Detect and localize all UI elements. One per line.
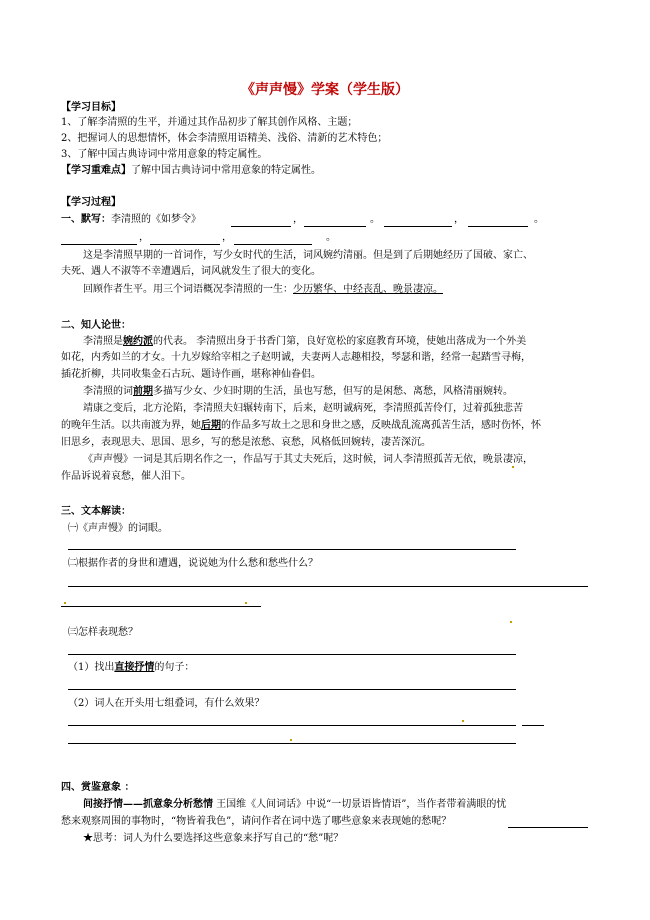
answer-line[interactable] [68, 689, 516, 690]
goal-item-1: 1、了解李清照的生平，并通过其作品初步了解其创作风格、主题； [61, 117, 358, 128]
answer-line[interactable] [68, 743, 516, 744]
s1-paragraph-1: 这是李清照早期的一首词作，写少女时代的生活，词风婉约清丽。但是到了后期她经历了国破、家亡、 [83, 250, 533, 261]
speck [512, 466, 514, 468]
key-points [61, 164, 321, 178]
answer-line[interactable] [68, 586, 588, 587]
goal-item-2: 2、把握词人的思想情怀，体会李清照用语精美、浅俗、清新的艺术特色； [61, 133, 388, 144]
late-period: 后期 [201, 420, 221, 431]
key-points-heading: 【学习重难点】 [61, 165, 131, 176]
s4-heading: 四、赏鉴意象 ： [61, 782, 135, 793]
s1-life-prompt: 回顾作者生平。用三个词语概况李清照的一生： [83, 284, 293, 295]
s2-line-9: 作品诉说着哀愁，催人泪下。 [61, 471, 191, 482]
answer-line[interactable] [68, 725, 516, 726]
s2-text: 李清照的词 [83, 386, 133, 397]
goal-item-3: 3、了解中国古典诗词中常用意象的特定属性。 [61, 149, 268, 160]
q-text: （1）找出 [68, 662, 115, 673]
answer-line[interactable] [61, 606, 261, 607]
s2-line-5: 靖康之变后，北方沦陷，李清照夫妇辗转南下，后来，赵明诚病死，李清照孤苦伶仃，过着孤独悲苦 [83, 403, 523, 414]
comma: ， [293, 214, 303, 225]
process-heading: 【学习过程】 [61, 197, 121, 208]
speck [64, 602, 66, 604]
answer-line[interactable] [68, 549, 516, 550]
question-2: ㈡根据作者的身世和遭遇，说说她为什么愁和愁些什么？ [68, 558, 318, 569]
s4-text: 王国维《人间词话》中说“一切景语皆情语”，当作者带着满眼的忧 [213, 799, 507, 810]
s2-line-4 [83, 385, 513, 399]
question-3: ㈢怎样表现愁？ [68, 627, 138, 638]
s1-paragraph-2 [83, 283, 443, 297]
period: 。 [370, 214, 380, 225]
period: 。 [534, 214, 544, 225]
s2-line-3: 插花折柳，共同收集金石古玩、题诗作画，堪称神仙眷侣。 [61, 369, 321, 380]
blank-line[interactable] [468, 226, 528, 227]
period: 。 [326, 232, 336, 243]
blank-line[interactable] [150, 244, 220, 245]
s1-line [61, 213, 201, 227]
goals-heading: 【学习目标】 [61, 102, 121, 113]
blank-line[interactable] [231, 226, 291, 227]
s2-text: 的作品多写故土之思和身世之感，反映战乱流离孤苦生活，感时伤怀，怀 [221, 420, 541, 431]
s4-line-1 [83, 798, 506, 812]
direct-lyric: 直接抒情 [114, 662, 155, 673]
blank-line[interactable] [384, 226, 452, 227]
question-3-1 [68, 661, 194, 675]
blank-line[interactable] [61, 244, 137, 245]
speck [510, 621, 512, 623]
question-1: ㈠《声声慢》的词眼。 [68, 523, 168, 534]
indirect-lyric: 间接抒情——抓意象分析愁情 [83, 799, 213, 810]
s2-line-2: 如花，内秀如兰的才女。十九岁嫁给宰相之子赵明诚，夫妻两人志趣相投，琴瑟和谐，经常一起踏雪寻梅， [61, 352, 531, 363]
s2-line-7: 旧思乡，表现思夫、思国、思乡，写的愁是浓愁、哀愁，风格低回婉转，凄苦深沉。 [61, 437, 431, 448]
question-3-2: （2）词人在开头用七组叠词，有什么效果？ [68, 698, 265, 709]
answer-line[interactable] [522, 725, 544, 726]
s1-heading: 一、默写： [61, 214, 111, 225]
key-points-text: 了解中国古典诗词中常用意象的特定属性。 [131, 165, 321, 176]
page-title: 《声声慢》学案（学生版） [241, 82, 409, 98]
comma: ， [454, 214, 464, 225]
s2-text: 多描写少女、少妇时期的生活，虽也写愁，但写的是闲愁、离愁，风格清丽婉转。 [153, 386, 513, 397]
blank-line[interactable] [304, 226, 366, 227]
think-question: ★思考：词人为什么要选择这些意象来抒写自己的“愁”呢？ [83, 833, 344, 844]
speck [462, 720, 464, 722]
s2-line-1 [83, 335, 526, 349]
wanyue-school: 婉约派 [123, 336, 153, 347]
s2-text: 的代表。 李清照出身于书香门第，良好宽松的家庭教育环境，使她出落成为一个外美 [153, 336, 527, 347]
s2-text: 的晚年生活。以共南渡为界，她 [61, 420, 201, 431]
s2-line-8: 《声声慢》一词是其后期名作之一，作品写于其丈夫死后，这时候，词人李清照孤苦无依，晚景凄凉， [83, 454, 533, 465]
answer-line[interactable] [508, 827, 588, 828]
q-text: 的句子： [154, 662, 195, 673]
answer-line[interactable] [68, 654, 516, 655]
comma: ， [139, 232, 149, 243]
s1-life-answer: 少历繁华、中经丧乱、晚景凄凉。 [293, 284, 443, 295]
speck [290, 739, 292, 741]
early-period: 前期 [133, 386, 153, 397]
s2-text: 李清照是 [83, 336, 123, 347]
s2-line-6 [61, 419, 541, 433]
speck [245, 602, 247, 604]
s1-prompt: 李清照的《如梦令》 [111, 214, 201, 225]
s1-paragraph-1b: 夫死、遇人不淑等不幸遭遇后，词风就发生了很大的变化。 [61, 266, 321, 277]
blank-line[interactable] [234, 244, 312, 245]
comma: ， [222, 232, 232, 243]
s4-line-2: 愁来观察周围的事物时，“物皆着我色”，请问作者在词中选了哪些意象来表现她的愁呢？ [61, 816, 452, 827]
s3-heading: 三、文本解读： [61, 506, 131, 517]
s2-heading: 二、知人论世： [61, 320, 131, 331]
